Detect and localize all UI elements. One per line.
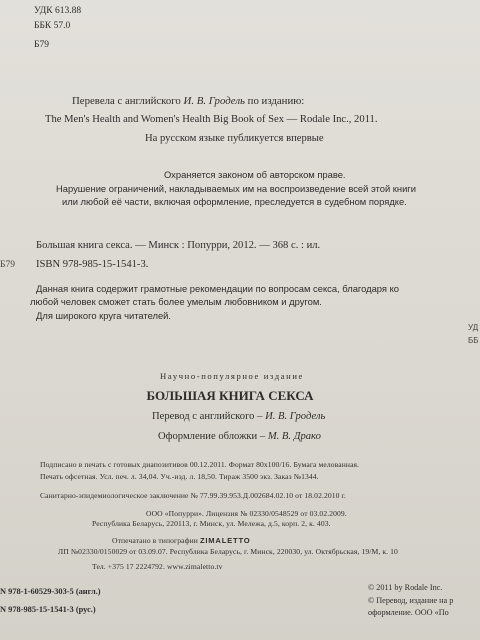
- translator-name: И. В. Гродель: [183, 95, 245, 107]
- copyright-warning-2: или любой её части, включая оформление, преследуется в судебном порядке.: [62, 196, 407, 207]
- isbn-russian: N 978-985-15-1541-3 (рус.): [0, 605, 96, 614]
- translation-credit: [152, 411, 325, 422]
- udk-code: УДК 613.88: [34, 6, 82, 16]
- printer-name: ZIMALETTO: [199, 536, 251, 545]
- facing-page-fragment-1: УД: [468, 323, 479, 332]
- print-spec-2: Печать офсетная. Усл. печ. л. 34,04. Уч.-изд. л. 18,50. Тираж 3500 экз. Заказ №1344.: [40, 472, 319, 481]
- translator-prefix: Перевела с английского: [72, 95, 181, 107]
- facing-page-fragment-2: ББ: [468, 336, 479, 345]
- first-publication-note: На русском языке публикуется впервые: [145, 133, 324, 144]
- copyright-rodale: © 2011 by Rodale Inc.: [368, 583, 443, 592]
- author-mark-margin: Б79: [0, 260, 15, 270]
- copyright-warning-1: Нарушение ограничений, накладываемых им на воспроизведение всей этой книги: [56, 183, 416, 194]
- translator-suffix: по изданию:: [247, 95, 305, 107]
- bbk-code: ББК 57.0: [34, 21, 71, 31]
- isbn-record: ISBN 978-985-15-1541-3.: [36, 259, 149, 270]
- cover-label: Оформление обложки –: [158, 431, 266, 442]
- original-title-line: The Men's Health and Women's Health Big Book of Sex — Rodale Inc., 2011.: [45, 114, 378, 125]
- book-title: БОЛЬШАЯ КНИГА СЕКСА: [146, 388, 314, 403]
- annotation-line-3: Для широкого круга читателей.: [36, 310, 172, 321]
- publisher-address: Республика Беларусь, 220113, г. Минск, ул. Мележа, д.5, корп. 2, к. 403.: [92, 519, 331, 528]
- annotation-line-2: любой человек сможет стать более умелым любовником и другом.: [30, 296, 322, 307]
- printer-contacts: Тел. +375 17 2224792. www.zimaletto.tv: [92, 562, 223, 571]
- bibliographic-record: Большая книга секса. — Минск : Попурри, 2012. — 368 с. : ил.: [36, 240, 321, 251]
- copyright-design: оформление. ООО «По: [368, 608, 449, 617]
- edition-type: Научно-популярное издание: [160, 371, 304, 381]
- annotation-line-1: Данная книга содержит грамотные рекомендации по вопросам секса, благодаря ко: [36, 283, 400, 294]
- printing-house-line: [112, 536, 250, 545]
- cover-designer: М. В. Драко: [267, 431, 321, 442]
- isbn-english: N 978-1-60529-303-5 (англ.): [0, 587, 101, 596]
- sanitary-conclusion: Санитарно-эпидемиологическое заключение № 77.99.39.953.Д.002684.02.10 от 18.02.2010 г.: [40, 491, 346, 500]
- printer-license: ЛП №02330/0150029 от 03.09.07. Республика Беларусь, г. Минск, 220030, ул. Октябрьская, 19/М, к. 10: [58, 547, 398, 556]
- copyright-translation: © Перевод, издание на р: [368, 596, 454, 605]
- publisher-name: ООО «Попурри». Лицензия № 02330/0548529 от 03.02.2009.: [146, 509, 347, 518]
- cover-design-credit: [158, 431, 321, 442]
- print-spec-1: Подписано в печать с готовых диапозитивов 00.12.2011. Формат 80x100/16. Бумага мелованная.: [40, 460, 360, 469]
- translation-label: Перевод с английского –: [152, 411, 263, 422]
- copyright-protection: Охраняется законом об авторском праве.: [164, 169, 346, 180]
- author-mark: Б79: [34, 40, 49, 50]
- translator-line: [72, 95, 304, 107]
- printer-label: Отпечатано в типографии: [112, 536, 198, 545]
- translation-person: И. В. Гродель: [265, 411, 326, 422]
